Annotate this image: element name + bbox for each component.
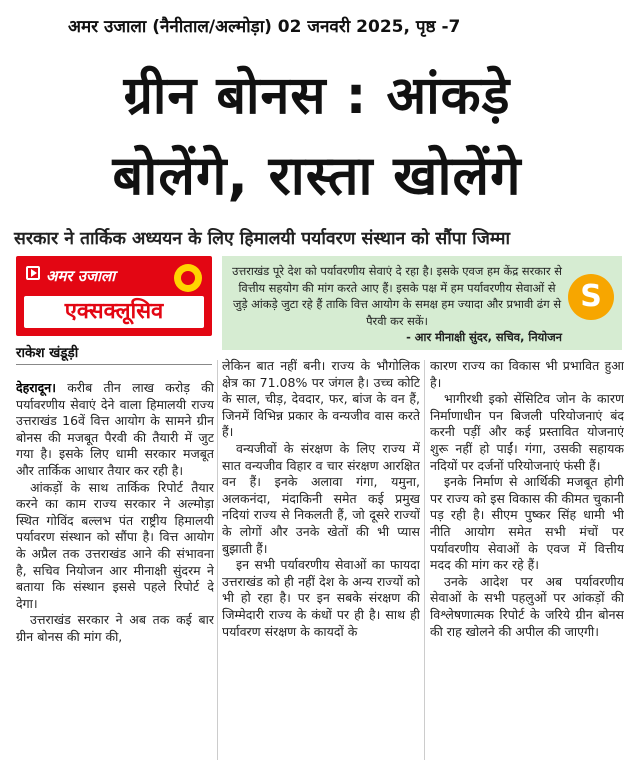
headline-line-1: ग्रीन बोनस : आंकड़े [123, 66, 511, 126]
exclusive-label: एक्सक्लूसिव [24, 296, 204, 328]
quote-box [222, 256, 622, 350]
paragraph: लेकिन बात नहीं बनी। राज्य के भौगोलिक क्षेत्र का 71.08% पर जंगल है। उच्च कोटि के साल, चीड़, देवदार, फर, बांज के वन हैं, जिनमें विभिन्न प्रकार के वन्यजीव वास करते हैं। [222, 358, 420, 440]
byline: राकेश खंडूड़ी [16, 345, 79, 361]
quote-author: - आर मीनाक्षी सुंदर, सचिव, नियोजन [406, 330, 562, 344]
logo-brand: अमर उजाला [46, 267, 116, 285]
paragraph: वन्यजीवों के संरक्षण के लिए राज्य में सात वन्यजीव विहार व चार संरक्षण आरक्षित वन हैं। इनके अलावा गंगा, यमुना, अलकनंदा, मंदाकिनी समेत कई प्रमुख नदियां राज्य से निकलती हैं, जो दूसरे राज्यों के लोगों और उनके खेतों की भी प्यास बुझाती हैं। [222, 440, 420, 556]
paragraph: कारण राज्य का विकास भी प्रभावित हुआ है। [430, 358, 624, 390]
article-column-1 [16, 380, 214, 775]
paragraph: उत्तराखंड सरकार ने अब तक कई बार ग्रीन बोनस की मांग की, [16, 612, 214, 644]
paragraph: करीब तीन लाख करोड़ की पर्यावरणीय सेवाएं देने वाला हिमालयी राज्य उत्तराखंड 16वें वित्त आयोग के सामने ग्रीन बोनस की मजबूत पैरवी की तैयारी में जुट गया है। इसके लिए धामी सरकार मजबूत और तार्किक आधार तैयार कर रही है। [16, 380, 214, 478]
article-column-3 [430, 358, 624, 753]
rupee-icon: S [568, 274, 614, 320]
article-column-2 [222, 358, 420, 753]
dateline: देहरादून। [16, 380, 56, 395]
paragraph: इनके निर्माण से आर्थिकी मजबूत होगी पर राज्य को इस विकास की कीमत चुकानी पड़ रही है। सीएम पुष्कर सिंह धामी भी नीति आयोग समेत सभी मंचों पर पर्यावरणीय सेवाओं के एवज में वित्तीय मदद की मांग कर रहे हैं। [430, 474, 624, 573]
subheadline: सरकार ने तार्किक अध्ययन के लिए हिमालयी पर्यावरण संस्थान को सौंपा जिम्मा [14, 229, 511, 249]
paragraph: आंकड़ों के साथ तार्किक रिपोर्ट तैयार करने का काम राज्य सरकार ने अल्मोड़ा स्थित गोविंद बल्लभ पंत राष्ट्रीय हिमालयी पर्यावरण संस्थान को सौंपा है। वित्त आयोग के अप्रैल तक उत्तराखंड आने की संभावना है, सचिव नियोजन आर मीनाक्षी सुंदरम ने बताया कि संस्थान इससे पहले रिपोर्ट दे देगा। [16, 479, 214, 611]
play-icon [26, 266, 40, 280]
paragraph: उनके आदेश पर अब पर्यावरणीय सेवाओं के सभी पहलुओं पर आंकड़ों की विश्लेषणात्मक रिपोर्ट के जरिये ग्रीन बोनस की राह खोलने की अपील की जाएगी। [430, 573, 624, 639]
divider [16, 364, 212, 365]
paragraph: इन सभी पर्यावरणीय सेवाओं का फायदा उत्तराखंड को ही नहीं देश के अन्य राज्यों को भी हो रहा है। पर इन सबके संरक्षण की जिम्मेदारी राज्य के कंधों पर ही है। साथ ही पर्यावरण संरक्षण के कायदों के [222, 557, 420, 639]
exclusive-logo [16, 256, 212, 336]
column-divider [424, 360, 425, 760]
headline-line-2: बोलेंगे, रास्ता खोलेंगे [112, 144, 522, 207]
column-divider [217, 360, 218, 760]
q-logo-icon [174, 264, 202, 292]
quote-text: उत्तराखंड पूरे देश को पर्यावरणीय सेवाएं दे रहा है। इसके एवज हम केंद्र सरकार से वित्तीय सहयोग की मांग करते आए हैं। इसके पक्ष में हम पर्यावरणीय सेवाओं से जुड़े आंकड़े जुटा रहे हैं ताकि वित्त आयोग के समक्ष हम ज्यादा और प्रभावी ढंग से पैरवी कर सकें। [232, 264, 562, 328]
newspaper-header: अमर उजाला (नैनीताल/अल्मोड़ा) 02 जनवरी 2025, पृष्ठ -7 [68, 17, 461, 37]
paragraph: भागीरथी इको सेंसिटिव जोन के कारण निर्माणाधीन पन बिजली परियोजनाएं बंद करनी पड़ीं और कई प्रस्तावित योजनाएं शुरू नहीं हो पाईं। गंगा, उसकी सहायक नदियों पर दर्जनों परियोजनाएं फंसी हैं। [430, 391, 624, 473]
